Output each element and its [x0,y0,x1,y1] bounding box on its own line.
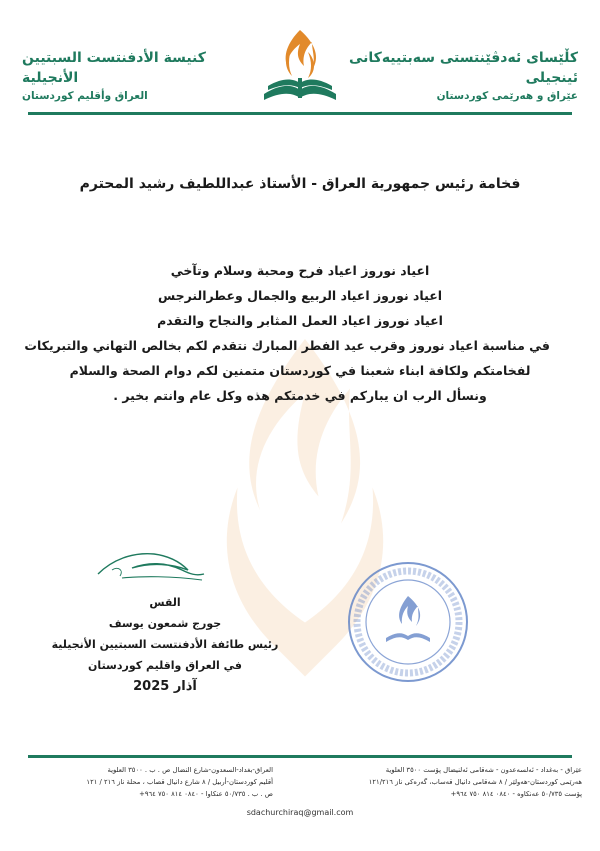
signer-role: رئيس طائفة الأدفنتست السبتيين الأنجيلية [51,638,279,651]
letter-date: آذار 2025 [133,679,197,694]
footer-arabic-address [18,764,273,800]
body-line: ونسأل الرب ان يباركم في خدمتكم هذه وكل عام وانتم بخير . [113,388,487,403]
header-divider [28,112,572,115]
kurdish-church-name: كڵێسای ئەدڤێنتستی سەبتییەکانی ئینجیلی [349,50,578,86]
body-line: اعياد نوروز اعياد الربيع والجمال وعطرالنرجس [157,288,443,303]
footer-line: پۆست ٥٠/٧٣٥ عەنکاوە - ٠٨٤٠ ٨١٤ ٧٥٠ ٩٦٤+ [450,790,582,798]
body-line: لفخامتكم ولكافة ابناء شعبنا في كوردستان متمنين لكم دوام الصحة والسلام [69,363,531,378]
header-arabic [22,48,252,104]
official-stamp-icon [346,560,470,684]
contact-email-link[interactable]: sdachurchiraq@gmail.com [246,808,354,817]
footer-line: أقليم كوردستان-أربيل / ٨ شارع دانيال قصاب ، محلة ناز ٢١٦ / ١٢١ [86,778,273,786]
signature-block [40,592,290,698]
footer-line: ص . ب . ٥٠/٧٣٥ عنكاوا - ٠٨٤٠ ٨١٤ ٧٥٠ ٩٦٤+ [139,790,273,798]
handwritten-signature [92,540,212,590]
arabic-church-name: كنيسة الأدفنتست السبتيين الأنجيلية [22,50,206,86]
signer-name: جورج شمعون يوسف [108,617,222,630]
signer-title: القس [149,596,181,609]
letter-body [24,258,550,408]
footer-line: هەرێمی کوردستان-هەولێر / ٨ شەقامی دانیال قەساب، گەرەکی ناز ١٢١/٢١٦ [368,778,582,786]
arabic-region: العراق وأقليم كوردستان [22,90,148,102]
signer-region: في العراق واقليم كوردستان [88,659,242,672]
footer-line: العراق-بغداد-السعدون-شارع النضال ص . ب . ٣٥٠٠ العلوية [107,766,273,774]
footer-kurdish-address [310,764,582,800]
header-kurdish [318,48,578,104]
body-line: اعياد نوروز اعياد فرح ومحبة وسلام وتآخي [170,263,430,278]
footer-line: عێراق - بەغداد - ئەلسەعدون - شەقامی ئەلنیضال پۆست ٣٥٠٠ العلوية [385,766,582,774]
footer-divider [28,755,572,758]
body-line: في مناسبة اعياد نوروز وقرب عيد الفطر المبارك نتقدم لكم بخالص التهاني والتبريكات [24,338,550,353]
body-line: اعياد نوروز اعياد العمل المثابر والنجاح والتقدم [157,313,443,328]
letter-addressee: فخامة رئيس جمهورية العراق - الأستاذ عبداللطيف رشيد المحترم [79,176,521,192]
kurdish-region: عێراق و هەرێمی كوردستان [436,90,578,102]
